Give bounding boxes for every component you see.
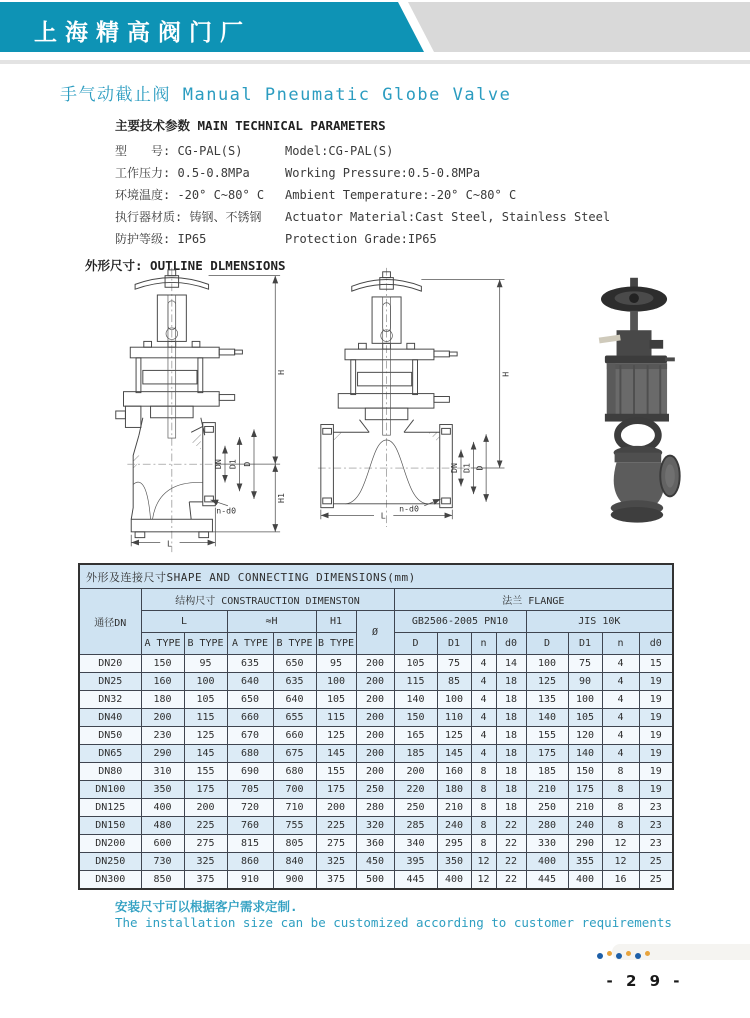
value-cell: 175 <box>526 745 568 763</box>
value-cell: 115 <box>394 673 437 691</box>
value-cell: 4 <box>602 655 639 673</box>
dn-cell: DN40 <box>79 709 141 727</box>
value-cell: 8 <box>602 781 639 799</box>
value-cell: 115 <box>316 709 356 727</box>
value-cell: 670 <box>227 727 273 745</box>
col-header-diameter: Ø <box>356 611 394 655</box>
value-cell: 22 <box>496 853 526 871</box>
param-row <box>115 228 595 250</box>
value-cell: 19 <box>639 709 673 727</box>
col-header-gb: GB2506-2005 PN10 <box>394 611 526 633</box>
value-cell: 400 <box>141 799 184 817</box>
value-cell: 16 <box>602 871 639 890</box>
value-cell: 635 <box>227 655 273 673</box>
table-title: 外形及连接尺寸SHAPE AND CONNECTING DIMENSIONS(mm) <box>79 564 673 589</box>
value-cell: 705 <box>227 781 273 799</box>
value-cell: 19 <box>639 763 673 781</box>
value-cell: 125 <box>184 727 227 745</box>
value-cell: 350 <box>437 853 471 871</box>
value-cell: 75 <box>568 655 602 673</box>
value-cell: 8 <box>471 817 496 835</box>
value-cell: 185 <box>526 763 568 781</box>
value-cell: 8 <box>602 763 639 781</box>
param-label-cn: 防护等级: IP65 <box>115 232 207 246</box>
table-row <box>79 853 673 871</box>
col-header-type: A TYPE <box>227 633 273 655</box>
dn-cell: DN250 <box>79 853 141 871</box>
value-cell: 910 <box>227 871 273 890</box>
dim-label-h: H <box>500 371 511 377</box>
value-cell: 8 <box>471 763 496 781</box>
dn-cell: DN32 <box>79 691 141 709</box>
value-cell: 115 <box>184 709 227 727</box>
value-cell: 710 <box>273 799 316 817</box>
value-cell: 360 <box>356 835 394 853</box>
value-cell: 4 <box>602 745 639 763</box>
param-label-en: Protection Grade:IP65 <box>285 232 437 246</box>
dn-cell: DN200 <box>79 835 141 853</box>
value-cell: 850 <box>141 871 184 890</box>
dn-cell: DN25 <box>79 673 141 691</box>
value-cell: 200 <box>141 709 184 727</box>
value-cell: 145 <box>437 745 471 763</box>
value-cell: 240 <box>568 817 602 835</box>
value-cell: 250 <box>394 799 437 817</box>
col-header-flange-d1: D1 <box>568 633 602 655</box>
valve-photo <box>570 270 700 542</box>
dim-label-d1: D1 <box>227 459 238 470</box>
value-cell: 4 <box>471 745 496 763</box>
value-cell: 22 <box>496 835 526 853</box>
value-cell: 18 <box>496 745 526 763</box>
value-cell: 95 <box>184 655 227 673</box>
value-cell: 8 <box>471 835 496 853</box>
dot-icon <box>626 951 631 956</box>
param-row <box>115 184 595 206</box>
value-cell: 4 <box>602 727 639 745</box>
value-cell: 100 <box>568 691 602 709</box>
value-cell: 240 <box>437 817 471 835</box>
col-header-flange-d1: D1 <box>437 633 471 655</box>
value-cell: 100 <box>437 691 471 709</box>
value-cell: 840 <box>273 853 316 871</box>
footer-note-en: The installation size can be customized according to customer requirements <box>115 915 672 930</box>
dim-label-h1: H1 <box>275 493 286 503</box>
header-divider <box>0 60 750 64</box>
value-cell: 175 <box>568 781 602 799</box>
value-cell: 155 <box>316 763 356 781</box>
value-cell: 105 <box>184 691 227 709</box>
value-cell: 200 <box>356 763 394 781</box>
value-cell: 320 <box>356 817 394 835</box>
param-label-cn: 工作压力: 0.5-0.8MPa <box>115 166 250 180</box>
value-cell: 145 <box>316 745 356 763</box>
table-row <box>79 691 673 709</box>
value-cell: 100 <box>184 673 227 691</box>
header-banner <box>0 2 750 52</box>
value-cell: 105 <box>316 691 356 709</box>
col-header-flange-n: n <box>471 633 496 655</box>
param-label-en: Model:CG-PAL(S) <box>285 144 394 158</box>
dim-label-dn: DN <box>213 459 224 470</box>
dimensions-table <box>78 563 674 890</box>
value-cell: 100 <box>316 673 356 691</box>
value-cell: 660 <box>273 727 316 745</box>
footer-dots <box>597 949 650 959</box>
value-cell: 175 <box>316 781 356 799</box>
value-cell: 125 <box>437 727 471 745</box>
value-cell: 150 <box>568 763 602 781</box>
value-cell: 225 <box>316 817 356 835</box>
value-cell: 105 <box>568 709 602 727</box>
value-cell: 210 <box>568 799 602 817</box>
value-cell: 18 <box>496 673 526 691</box>
value-cell: 690 <box>227 763 273 781</box>
value-cell: 18 <box>496 709 526 727</box>
value-cell: 155 <box>526 727 568 745</box>
table-row <box>79 673 673 691</box>
dn-cell: DN125 <box>79 799 141 817</box>
value-cell: 445 <box>394 871 437 890</box>
value-cell: 22 <box>496 871 526 890</box>
value-cell: 640 <box>273 691 316 709</box>
dim-label-dn: DN <box>449 463 460 473</box>
value-cell: 8 <box>471 799 496 817</box>
value-cell: 250 <box>356 781 394 799</box>
value-cell: 19 <box>639 727 673 745</box>
value-cell: 220 <box>394 781 437 799</box>
table-row <box>79 655 673 673</box>
dimensions-table-body <box>79 655 673 890</box>
param-label-en: Working Pressure:0.5-0.8MPa <box>285 166 481 180</box>
value-cell: 8 <box>602 817 639 835</box>
value-cell: 290 <box>141 745 184 763</box>
value-cell: 140 <box>568 745 602 763</box>
value-cell: 730 <box>141 853 184 871</box>
value-cell: 110 <box>437 709 471 727</box>
value-cell: 22 <box>496 817 526 835</box>
value-cell: 700 <box>273 781 316 799</box>
angle-valve-drawing <box>75 266 317 556</box>
value-cell: 160 <box>141 673 184 691</box>
value-cell: 275 <box>184 835 227 853</box>
value-cell: 100 <box>526 655 568 673</box>
param-label-en: Ambient Temperature:-20° C~80° C <box>285 188 517 202</box>
value-cell: 200 <box>356 727 394 745</box>
value-cell: 755 <box>273 817 316 835</box>
value-cell: 105 <box>394 655 437 673</box>
value-cell: 4 <box>471 709 496 727</box>
value-cell: 18 <box>496 799 526 817</box>
value-cell: 225 <box>184 817 227 835</box>
value-cell: 600 <box>141 835 184 853</box>
col-header-type: B TYPE <box>316 633 356 655</box>
value-cell: 19 <box>639 691 673 709</box>
value-cell: 165 <box>394 727 437 745</box>
dn-cell: DN20 <box>79 655 141 673</box>
value-cell: 145 <box>184 745 227 763</box>
dim-label-nd0: n-d0 <box>399 503 419 514</box>
value-cell: 660 <box>227 709 273 727</box>
value-cell: 480 <box>141 817 184 835</box>
col-header-flange-d0: d0 <box>639 633 673 655</box>
value-cell: 85 <box>437 673 471 691</box>
value-cell: 650 <box>273 655 316 673</box>
dim-label-l: L <box>167 538 172 549</box>
dn-cell: DN80 <box>79 763 141 781</box>
dim-label-l: L <box>380 510 386 521</box>
value-cell: 18 <box>496 763 526 781</box>
value-cell: 680 <box>227 745 273 763</box>
dn-cell: DN150 <box>79 817 141 835</box>
value-cell: 8 <box>471 781 496 799</box>
param-row <box>115 206 611 228</box>
value-cell: 280 <box>356 799 394 817</box>
value-cell: 200 <box>356 691 394 709</box>
dot-icon <box>616 953 622 959</box>
col-header-h: ≈H <box>227 611 316 633</box>
value-cell: 19 <box>639 745 673 763</box>
value-cell: 450 <box>356 853 394 871</box>
value-cell: 19 <box>639 781 673 799</box>
value-cell: 640 <box>227 673 273 691</box>
table-row <box>79 799 673 817</box>
value-cell: 400 <box>526 853 568 871</box>
value-cell: 375 <box>316 871 356 890</box>
value-cell: 25 <box>639 853 673 871</box>
dot-icon <box>607 951 612 956</box>
dn-cell: DN300 <box>79 871 141 890</box>
value-cell: 4 <box>471 673 496 691</box>
value-cell: 180 <box>437 781 471 799</box>
value-cell: 310 <box>141 763 184 781</box>
value-cell: 4 <box>602 691 639 709</box>
param-label-cn: 型 号: CG-PAL(S) <box>115 144 243 158</box>
tech-params-list <box>115 140 611 250</box>
value-cell: 15 <box>639 655 673 673</box>
col-header-flange-d0: d0 <box>496 633 526 655</box>
value-cell: 125 <box>526 673 568 691</box>
value-cell: 125 <box>316 727 356 745</box>
dn-cell: DN100 <box>79 781 141 799</box>
table-row <box>79 745 673 763</box>
value-cell: 12 <box>471 853 496 871</box>
value-cell: 160 <box>437 763 471 781</box>
value-cell: 200 <box>356 655 394 673</box>
value-cell: 230 <box>141 727 184 745</box>
value-cell: 400 <box>568 871 602 890</box>
dim-label-h: H <box>275 369 286 375</box>
value-cell: 200 <box>356 673 394 691</box>
value-cell: 635 <box>273 673 316 691</box>
table-row <box>79 817 673 835</box>
value-cell: 12 <box>471 871 496 890</box>
table-row <box>79 727 673 745</box>
table-row <box>79 835 673 853</box>
col-header-flange-d: D <box>526 633 568 655</box>
col-header-l: L <box>141 611 227 633</box>
value-cell: 375 <box>184 871 227 890</box>
value-cell: 150 <box>141 655 184 673</box>
value-cell: 25 <box>639 871 673 890</box>
value-cell: 280 <box>526 817 568 835</box>
company-name: 上海精高阀门厂 <box>34 20 251 46</box>
value-cell: 75 <box>437 655 471 673</box>
col-header-flange-n: n <box>602 633 639 655</box>
value-cell: 200 <box>394 763 437 781</box>
value-cell: 23 <box>639 817 673 835</box>
value-cell: 815 <box>227 835 273 853</box>
value-cell: 650 <box>227 691 273 709</box>
value-cell: 355 <box>568 853 602 871</box>
value-cell: 4 <box>602 709 639 727</box>
page-title: 手气动截止阀 Manual Pneumatic Globe Valve <box>60 85 512 105</box>
value-cell: 23 <box>639 799 673 817</box>
dim-label-nd0: n-d0 <box>216 505 237 516</box>
value-cell: 290 <box>568 835 602 853</box>
value-cell: 185 <box>394 745 437 763</box>
dot-icon <box>645 951 650 956</box>
group-header-flange: 法兰 FLANGE <box>394 589 673 611</box>
outline-dimensions-heading: 外形尺寸: OUTLINE DLMENSIONS <box>85 258 286 273</box>
dim-label-d: D <box>474 465 485 471</box>
table-row <box>79 781 673 799</box>
value-cell: 175 <box>184 781 227 799</box>
value-cell: 325 <box>184 853 227 871</box>
value-cell: 12 <box>602 835 639 853</box>
value-cell: 135 <box>526 691 568 709</box>
value-cell: 12 <box>602 853 639 871</box>
value-cell: 680 <box>273 763 316 781</box>
param-row <box>115 162 595 184</box>
value-cell: 180 <box>141 691 184 709</box>
value-cell: 95 <box>316 655 356 673</box>
col-header-h1: H1 <box>316 611 356 633</box>
value-cell: 14 <box>496 655 526 673</box>
value-cell: 200 <box>316 799 356 817</box>
col-header-dn: 通径DN <box>79 589 141 655</box>
value-cell: 19 <box>639 673 673 691</box>
param-label-en: Actuator Material:Cast Steel, Stainless Steel <box>285 210 611 224</box>
value-cell: 720 <box>227 799 273 817</box>
value-cell: 155 <box>184 763 227 781</box>
value-cell: 18 <box>496 691 526 709</box>
dot-icon <box>635 953 641 959</box>
value-cell: 860 <box>227 853 273 871</box>
value-cell: 395 <box>394 853 437 871</box>
param-label-cn: 环境温度: -20° C~80° C <box>115 188 265 202</box>
value-cell: 400 <box>437 871 471 890</box>
value-cell: 4 <box>471 727 496 745</box>
value-cell: 120 <box>568 727 602 745</box>
value-cell: 140 <box>526 709 568 727</box>
value-cell: 330 <box>526 835 568 853</box>
value-cell: 150 <box>394 709 437 727</box>
value-cell: 350 <box>141 781 184 799</box>
value-cell: 210 <box>437 799 471 817</box>
tech-params-heading: 主要技术参数 MAIN TECHNICAL PARAMETERS <box>115 118 386 133</box>
page-number: - 2 9 - <box>606 972 684 990</box>
value-cell: 210 <box>526 781 568 799</box>
value-cell: 250 <box>526 799 568 817</box>
value-cell: 760 <box>227 817 273 835</box>
col-header-flange-d: D <box>394 633 437 655</box>
dn-cell: DN50 <box>79 727 141 745</box>
value-cell: 655 <box>273 709 316 727</box>
table-row <box>79 871 673 890</box>
value-cell: 200 <box>184 799 227 817</box>
col-header-jis: JIS 10K <box>526 611 673 633</box>
value-cell: 23 <box>639 835 673 853</box>
dim-label-d1: D1 <box>461 463 472 473</box>
value-cell: 275 <box>316 835 356 853</box>
dn-cell: DN65 <box>79 745 141 763</box>
value-cell: 805 <box>273 835 316 853</box>
value-cell: 200 <box>356 745 394 763</box>
table-row <box>79 763 673 781</box>
col-header-type: A TYPE <box>141 633 184 655</box>
value-cell: 900 <box>273 871 316 890</box>
globe-valve-drawing <box>316 266 548 556</box>
value-cell: 8 <box>602 799 639 817</box>
col-header-type: B TYPE <box>273 633 316 655</box>
footer-note-cn: 安装尺寸可以根据客户需求定制. <box>115 899 298 914</box>
col-header-type: B TYPE <box>184 633 227 655</box>
dot-icon <box>597 953 603 959</box>
value-cell: 4 <box>471 691 496 709</box>
value-cell: 18 <box>496 781 526 799</box>
value-cell: 140 <box>394 691 437 709</box>
dim-label-d: D <box>242 461 253 467</box>
value-cell: 295 <box>437 835 471 853</box>
value-cell: 4 <box>602 673 639 691</box>
group-header-construction: 结构尺寸 CONSTRAUCTION DIMENSTON <box>141 589 394 611</box>
value-cell: 340 <box>394 835 437 853</box>
value-cell: 18 <box>496 727 526 745</box>
value-cell: 500 <box>356 871 394 890</box>
value-cell: 4 <box>471 655 496 673</box>
value-cell: 445 <box>526 871 568 890</box>
param-label-cn: 执行器材质: 铸钢、不锈钢 <box>115 210 262 224</box>
value-cell: 325 <box>316 853 356 871</box>
value-cell: 285 <box>394 817 437 835</box>
value-cell: 90 <box>568 673 602 691</box>
value-cell: 675 <box>273 745 316 763</box>
value-cell: 200 <box>356 709 394 727</box>
param-row <box>115 140 595 162</box>
table-row <box>79 709 673 727</box>
